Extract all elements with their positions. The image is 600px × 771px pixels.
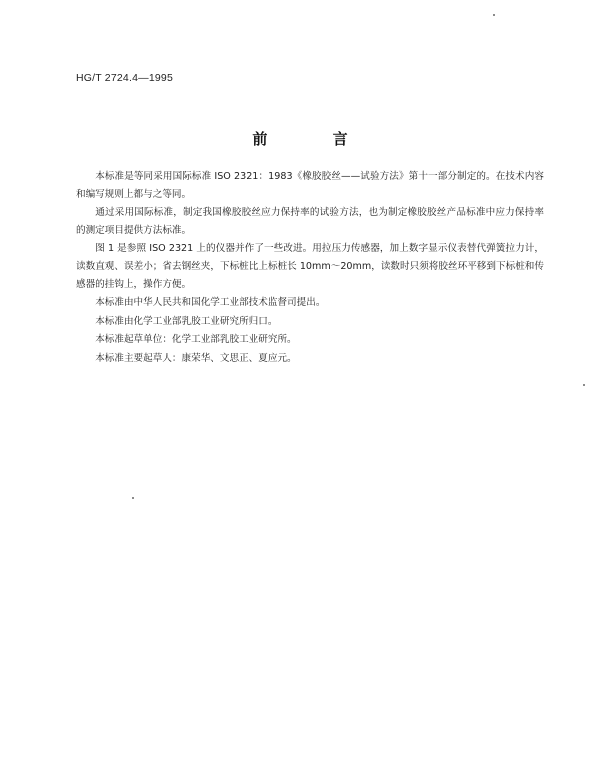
scan-speck: [583, 384, 585, 386]
paragraph-2: 通过采用国际标准，制定我国橡胶胶丝应力保持率的试验方法，也为制定橡胶胶丝产品标准中应力保持率的测定项目提供方法标准。: [76, 207, 544, 236]
paragraph-3: 图 1 是参照 ISO 2321 上的仪器并作了一些改进。用拉压力传感器，加上数字显示仪表替代弹簧拉力计，读数直观、误差小；省去钢丝夹，下标桩比上标桩长 10mm～20mm，读数时只须将胶丝环平移到下标桩和传感器的挂钩上，操作方便。: [76, 243, 544, 290]
paragraph-4: 本标准由中华人民共和国化学工业部技术监督司提出。: [95, 297, 326, 309]
scan-speck: [493, 14, 495, 16]
foreword-body: [76, 168, 544, 369]
scan-speck: [132, 497, 134, 499]
paragraph-5: 本标准由化学工业部乳胶工业研究所归口。: [95, 315, 278, 327]
paragraph-1: 本标准是等同采用国际标准 ISO 2321：1983《橡胶胶丝——试验方法》第十一部分制定的。在技术内容和编写规则上都与之等同。: [76, 171, 544, 200]
paragraph-7: 本标准主要起草人：康荣华、文思正、夏应元。: [95, 352, 297, 364]
standard-code: HG/T 2724.4—1995: [76, 72, 173, 84]
paragraph-6: 本标准起草单位：化学工业部乳胶工业研究所。: [95, 334, 297, 346]
page-title: 前 言: [252, 130, 378, 148]
